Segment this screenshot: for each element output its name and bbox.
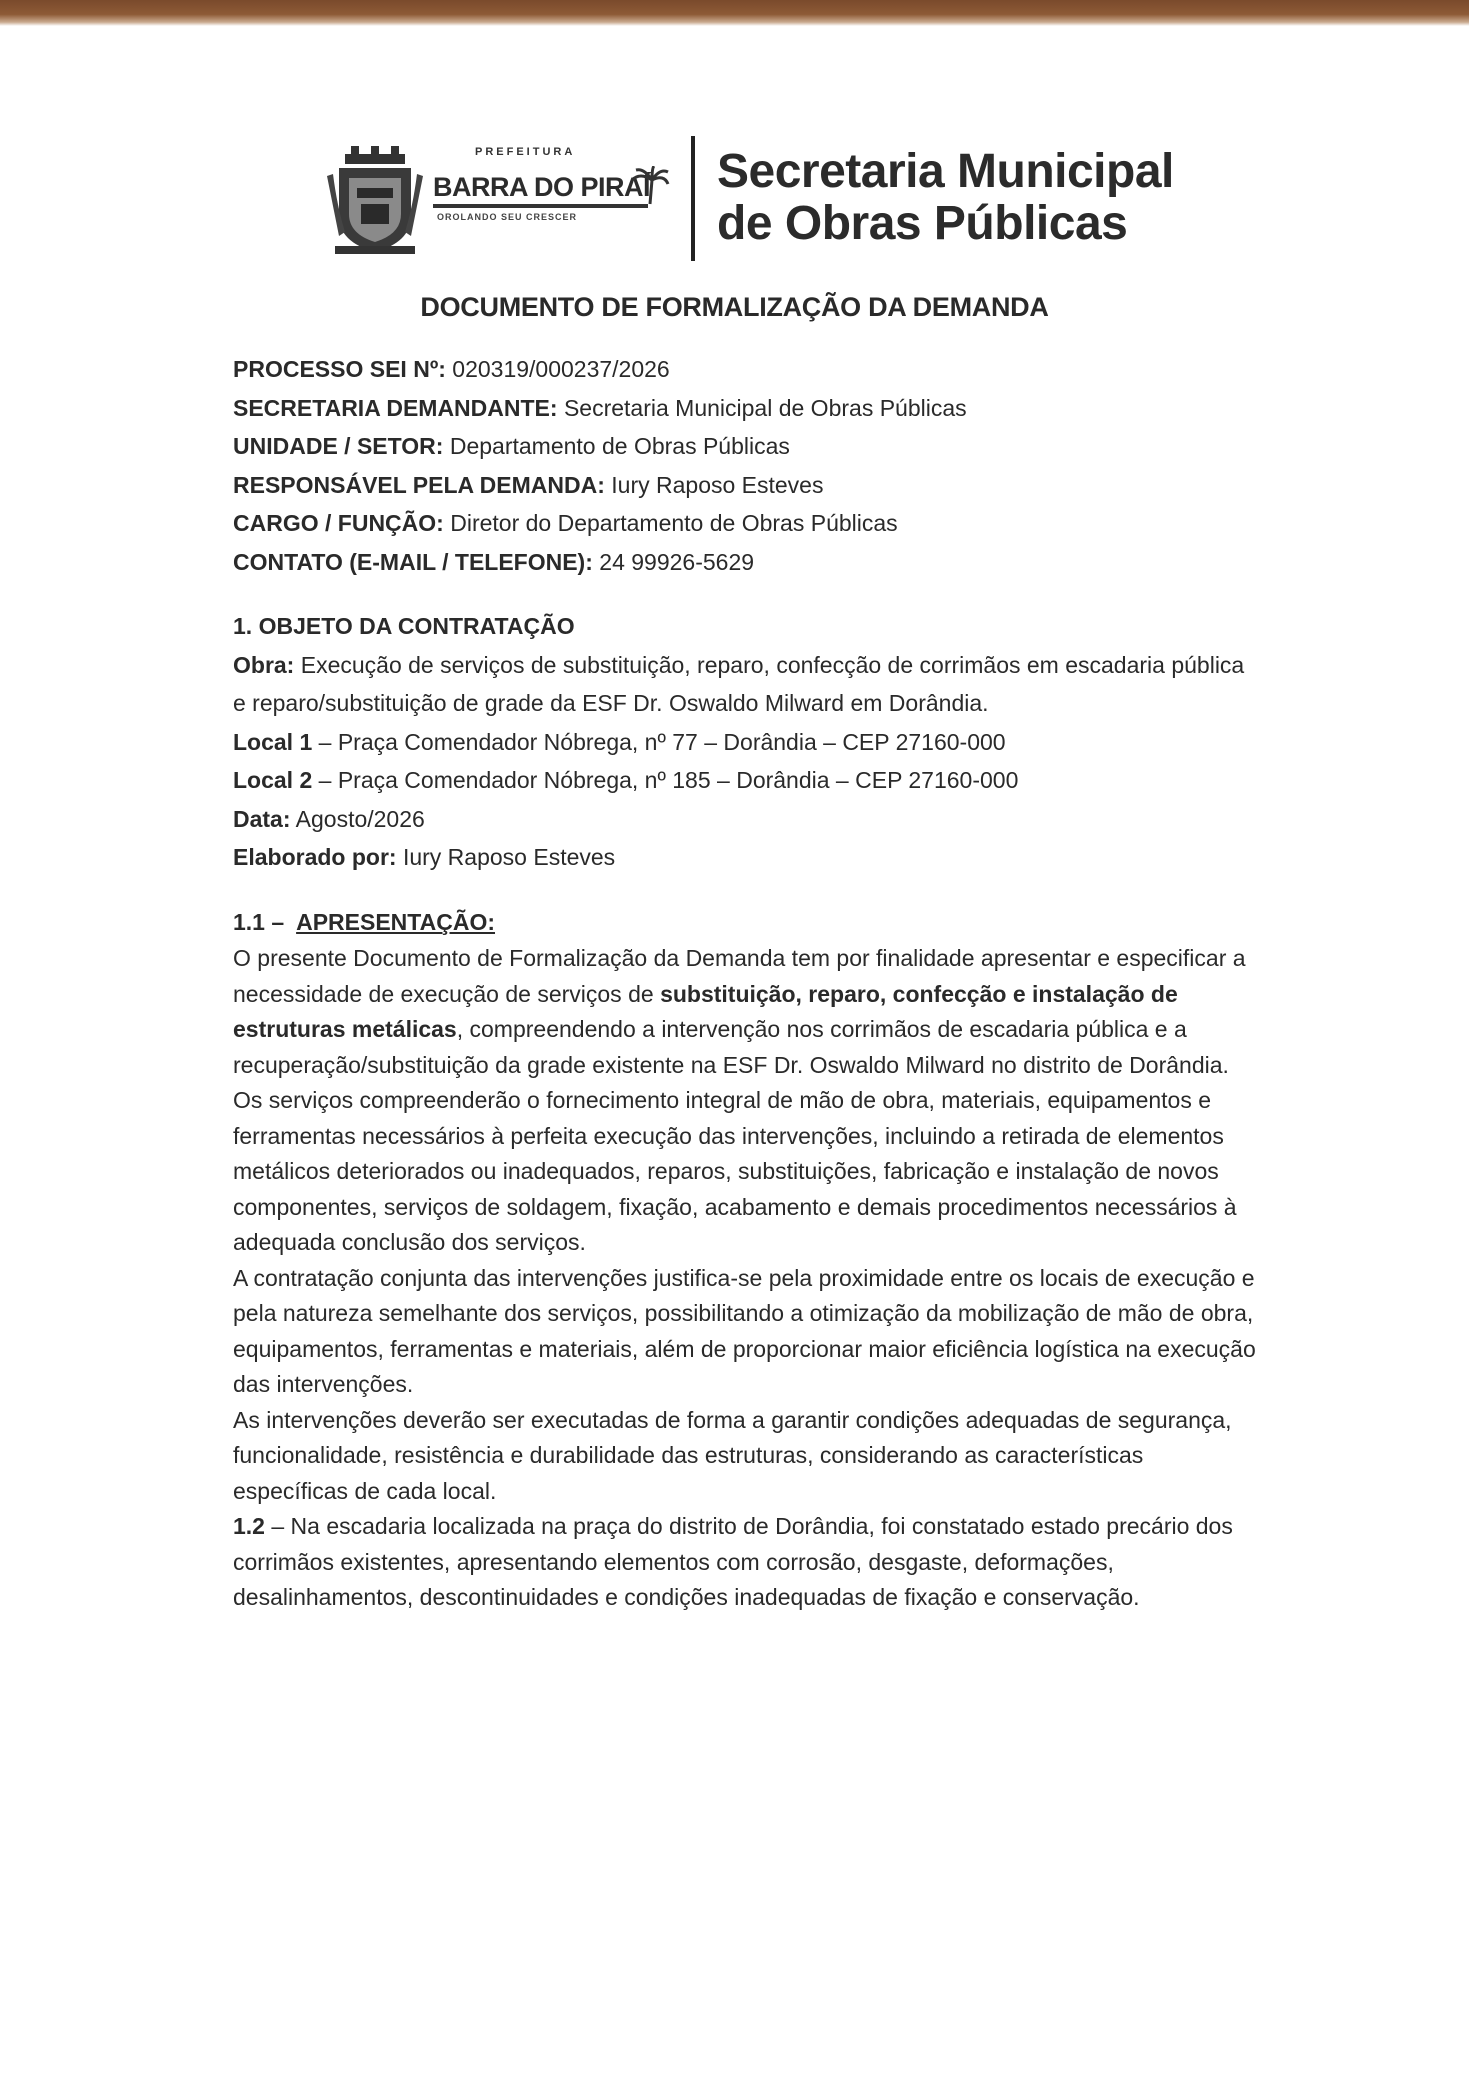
meta-secretaria <box>233 389 1263 428</box>
meta-contato-label: CONTATO (E-MAIL / TELEFONE): <box>233 548 593 575</box>
meta-unidade-value: Departamento de Obras Públicas <box>449 433 790 459</box>
meta-contato-value: 24 99926-5629 <box>599 548 755 575</box>
section-1-obra <box>233 646 1263 723</box>
section-1-1-paragraph-2: Os serviços compreenderão o fornecimento integral de mão de obra, materiais, equipamentos e ferramentas necessários à perfeita execução das intervenções, incluindo a retirada de elementos metálicos deteriorados ou inadequados, reparos, substituições, fabricação e instalação de novos componentes, serviços de soldagem, fixação, acabamento e demais procedimentos necessários à adequada conclusão dos serviços. <box>233 1087 1237 1255</box>
data-value: Agosto/2026 <box>295 805 425 832</box>
meta-cargo-label: CARGO / FUNÇÃO: <box>233 510 444 536</box>
meta-processo-label: PROCESSO SEI Nº: <box>233 356 446 382</box>
secretaria-title-line1: Secretaria Municipal <box>717 145 1174 198</box>
p1-text-b: , compreendendo a intervenção nos corrimãos de escadaria pública e a recuperação/substituição da grade existente na ESF Dr. Oswaldo Milward no distrito de Dorândia. <box>233 1016 1229 1078</box>
meta-responsavel <box>233 466 1263 505</box>
meta-cargo-value: Diretor do Departamento de Obras Públicas <box>450 510 898 536</box>
logo-motto: OROLANDO SEU CRESCER <box>437 212 578 222</box>
p1-text-bold: substituição, reparo, confecção e instalação de estruturas metálicas <box>233 980 1178 1042</box>
palm-tree-icon <box>630 166 670 206</box>
obra-value: Execução de serviços de substituição, reparo, confecção de corrimãos em escadaria pública e reparo/substituição de grade da ESF Dr. Oswaldo Milward em Dorândia. <box>233 651 1245 716</box>
letterhead <box>325 136 1205 266</box>
section-1-2-number: 1.2 <box>233 1513 265 1539</box>
elaborado-label: Elaborado por: <box>233 844 397 870</box>
section-1-1-paragraph-4: As intervenções deverão ser executadas de forma a garantir condições adequadas de segurança, funcionalidade, resistência e durabilidade das estruturas, considerando as características específicas de cada local. <box>233 1406 1232 1504</box>
document-body <box>233 350 1263 1616</box>
section-1-heading: 1. OBJETO DA CONTRATAÇÃO <box>233 613 575 639</box>
header-divider <box>691 136 695 261</box>
meta-contato <box>233 543 1263 582</box>
section-1-1-title: APRESENTAÇÃO: <box>296 908 496 935</box>
local2-label: Local 2 <box>233 767 313 793</box>
logo-city-name: BARRA DO PIRAÍ <box>433 172 651 202</box>
data-label: Data: <box>233 805 291 832</box>
logo-underline <box>433 204 648 208</box>
meta-processo-value: 020319/000237/2026 <box>452 356 670 382</box>
section-1-local1 <box>233 723 1263 762</box>
local1-label: Local 1 <box>233 728 313 755</box>
section-1-1-paragraph-3: A contratação conjunta das intervenções justifica-se pela proximidade entre os locais de execução e pela natureza semelhante dos serviços, possibilitando a otimização da mobilização de mão de obra, equipamentos, ferramentas e materiais, além de proporcionar maior eficiência logística na execução das intervenções. <box>233 1264 1256 1397</box>
meta-processo <box>233 350 1263 389</box>
meta-responsavel-value: Iury Raposo Esteves <box>611 471 824 498</box>
meta-unidade-label: UNIDADE / SETOR: <box>233 433 444 459</box>
local1-value: – Praça Comendador Nóbrega, nº 77 – Dorândia – CEP 27160-000 <box>312 728 1006 755</box>
municipal-crest-icon <box>325 146 425 256</box>
section-1-2-text: – Na escadaria localizada na praça do distrito de Dorândia, foi constatado estado precário dos corrimãos existentes, apresentando elementos com corrosão, desgaste, deformações, desalinhamentos, descontinuidades e condições inadequadas de fixação e conservação. <box>233 1513 1233 1610</box>
obra-label: Obra: <box>233 651 295 678</box>
section-1-1-heading <box>233 903 1263 942</box>
secretaria-title-line2: de Obras Públicas <box>717 197 1128 250</box>
meta-secretaria-value: Secretaria Municipal de Obras Públicas <box>563 394 967 421</box>
secretaria-title <box>717 146 1174 250</box>
meta-unidade <box>233 427 1263 466</box>
meta-secretaria-label: SECRETARIA DEMANDANTE: <box>233 394 558 421</box>
document-title: DOCUMENTO DE FORMALIZAÇÃO DA DEMANDA <box>420 292 1049 322</box>
logo-prefeitura-label: PREFEITURA <box>475 146 576 158</box>
section-1-local2 <box>233 761 1263 800</box>
local2-value: – Praça Comendador Nóbrega, nº 185 – Dorândia – CEP 27160-000 <box>312 767 1019 793</box>
section-1-1-paragraph-1 <box>233 941 1263 1083</box>
section-1-2-paragraph <box>233 1509 1263 1616</box>
p1-text-a: O presente Documento de Formalização da Demanda tem por finalidade apresentar e especificar a necessidade de execução de serviços de <box>233 945 1246 1007</box>
section-1-data <box>233 800 1263 839</box>
section-1-1-number: 1.1 – <box>233 908 285 935</box>
meta-responsavel-label: RESPONSÁVEL PELA DEMANDA: <box>233 471 605 498</box>
section-1-elaborado <box>233 838 1263 877</box>
meta-cargo <box>233 504 1263 543</box>
elaborado-value: Iury Raposo Esteves <box>402 844 616 870</box>
